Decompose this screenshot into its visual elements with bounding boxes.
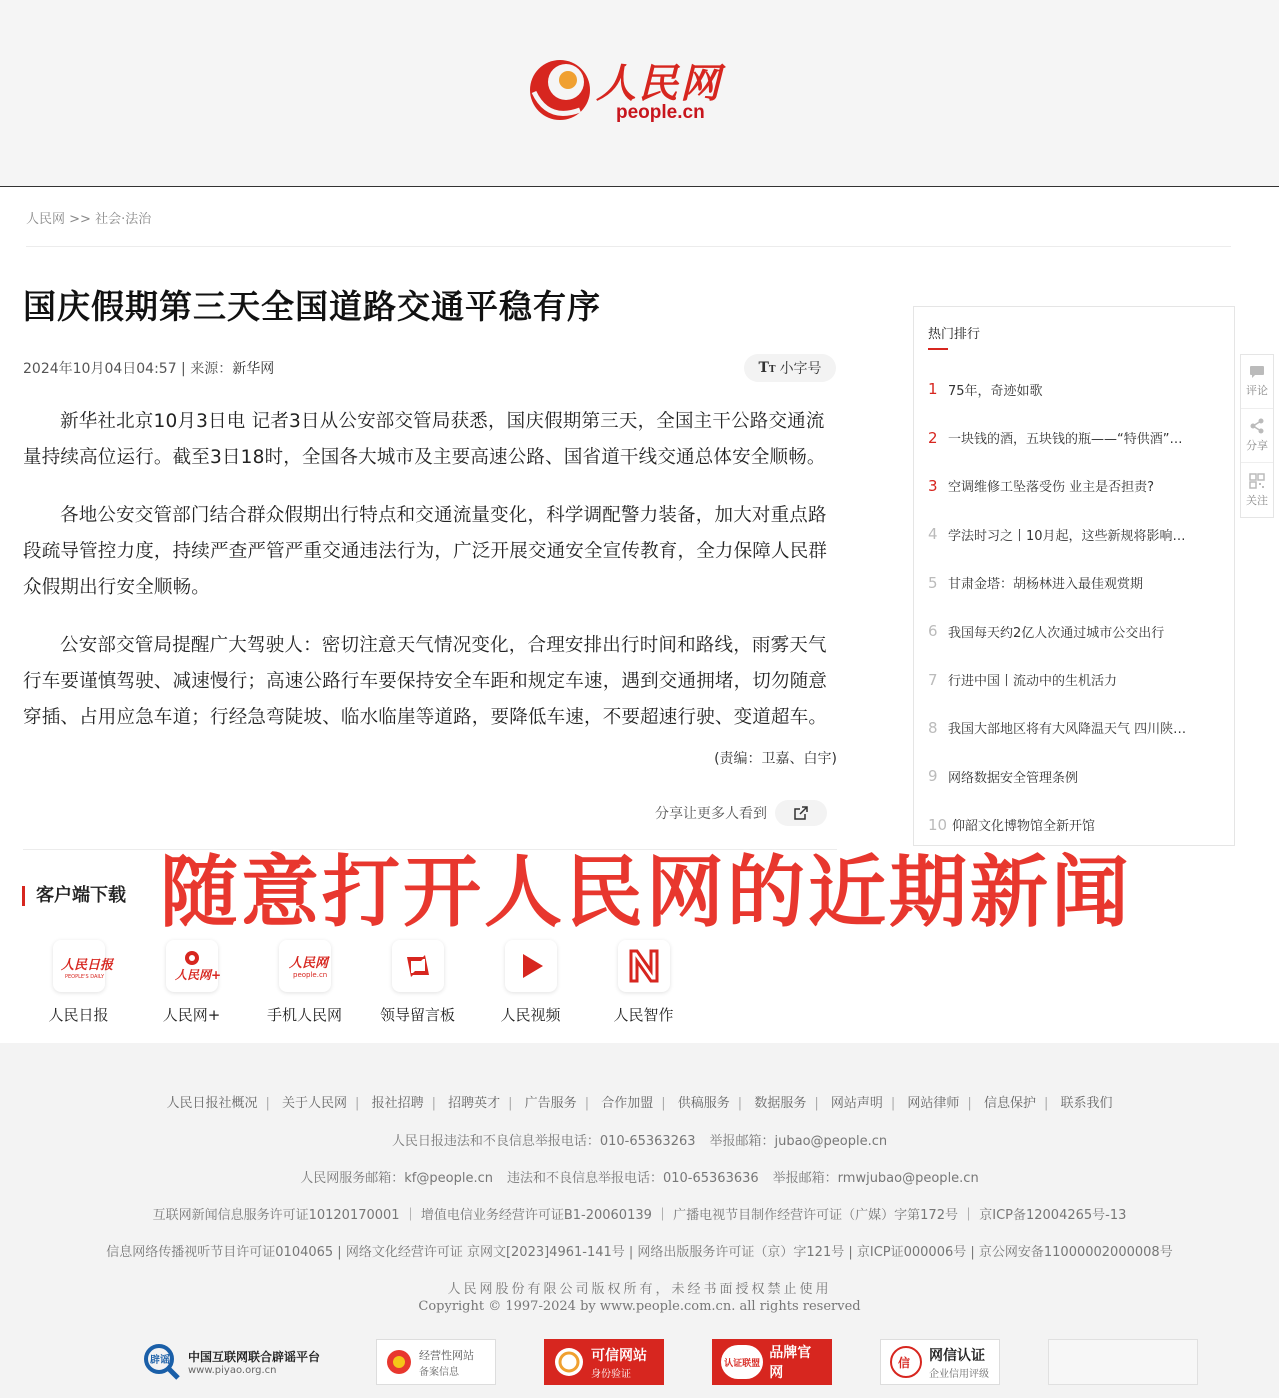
hot-item-text: 网络数据安全管理条例	[948, 770, 1079, 786]
article-date: 2024年10月04日04:57	[23, 361, 177, 377]
footer-report-email[interactable]: 举报邮箱：jubao@people.cn	[709, 1134, 888, 1149]
article-source-label: | 来源：	[176, 361, 233, 377]
hot-item-text: 学法时习之丨10月起，这些新规将影响…	[948, 528, 1186, 544]
app-mobile-people[interactable]	[248, 940, 361, 1025]
people-zhizuo-icon	[618, 940, 670, 992]
footer-link[interactable]: 招聘英才	[448, 1096, 501, 1111]
people-video-icon	[505, 940, 557, 992]
share-text: 分享让更多人看到	[655, 806, 767, 822]
follow-tool-label: 关注	[1246, 493, 1268, 507]
footer-link[interactable]: 合作加盟	[601, 1096, 654, 1111]
hot-item[interactable]	[928, 704, 1228, 752]
police-emblem-icon	[385, 1348, 413, 1376]
hot-item-text: 我国每天约2亿人次通过城市公交出行	[948, 625, 1165, 641]
article-title: 国庆假期第三天全国道路交通平稳有序	[23, 287, 601, 326]
people-daily-icon	[53, 940, 113, 992]
hot-item[interactable]	[928, 510, 1228, 558]
footer-link[interactable]: 联系我们	[1060, 1096, 1113, 1111]
comment-tool-button[interactable]	[1241, 355, 1273, 409]
footer-report-phone: 人民日报违法和不良信息举报电话：010-65363263	[391, 1134, 696, 1149]
share-tool-button[interactable]	[1241, 409, 1273, 463]
share-out-icon	[793, 805, 809, 821]
article-paragraph-2: 各地公安交管部门结合群众假期出行特点和交通流量变化，科学调配警力装备，加大对重点路段疏导管控力度，持续严查严管严重交通违法行为，广泛开展交通安全宣传教育，全力保障人民群众假期出行安全顺畅。	[23, 505, 828, 598]
kexin-title: 可信网站	[591, 1347, 648, 1364]
share-tool-label: 分享	[1246, 439, 1268, 452]
share-button[interactable]	[775, 800, 827, 826]
font-size-label: 小字号	[779, 361, 822, 377]
app-label: 领导留言板	[379, 1006, 455, 1024]
hot-item-text: 甘肃金塔：胡杨林进入最佳观赏期	[948, 577, 1144, 593]
hot-rank-number: 8	[928, 718, 938, 737]
message-board-icon	[392, 940, 444, 992]
footer-links: 人民日报社概况 | 关于人民网 | 报社招聘 | 招聘英才 | 广告服务 | 合作加盟 | 供稿服务 | 数据服务 | 网站声明 | 网站律师 | 信息保护 | 联系我们	[166, 1096, 1113, 1111]
hot-item[interactable]	[928, 462, 1228, 510]
footer-link[interactable]: 报社招聘	[371, 1096, 424, 1111]
piyao-sub: www.piyao.org.cn	[188, 1365, 277, 1376]
hot-rank-number: 4	[928, 525, 938, 544]
hot-rank-number: 5	[928, 573, 938, 592]
font-size-icon: TT	[758, 360, 776, 376]
hot-rank-number: 3	[928, 476, 938, 495]
footer-copyright-cn: 人民网股份有限公司版权所有，未经书面授权禁止使用	[447, 1282, 832, 1297]
app-people-video[interactable]	[474, 940, 587, 1025]
svg-text:信: 信	[898, 1356, 911, 1370]
hot-item[interactable]	[928, 365, 1228, 413]
app-people-zhizuo[interactable]	[587, 940, 700, 1025]
article-editor: (责编：卫嘉、白宇)	[714, 751, 837, 767]
svg-text:people.cn: people.cn	[292, 971, 327, 979]
wangxin-sub: 企业信用评级	[929, 1368, 990, 1380]
hot-item-text: 仰韶文化博物馆全新开馆	[952, 819, 1096, 835]
footer-license-line-2: 信息网络传播视听节目许可证0104065 | 网络文化经营许可证 京网文[2023]4961-141号 | 网络出版服务许可证（京）字121号 | 京ICP证000006号 | 京公网安备11000002000008号	[106, 1245, 1173, 1260]
overlay-caption: 随意打开人民网的近期新闻	[160, 848, 1133, 938]
footer-link[interactable]: 网站声明	[830, 1096, 883, 1111]
follow-tool-button[interactable]	[1241, 463, 1273, 517]
comment-icon	[1249, 365, 1265, 379]
footer-link[interactable]: 信息保护	[983, 1096, 1036, 1111]
hot-item-text: 行进中国丨流动中的生机活力	[948, 674, 1118, 690]
svg-text:人民网: 人民网	[288, 956, 328, 971]
footer-link[interactable]: 数据服务	[754, 1096, 807, 1111]
wangxin-title: 网信认证	[929, 1347, 986, 1364]
hot-item-text: 75年，奇迹如歌	[948, 383, 1043, 399]
mobile-people-icon	[279, 940, 331, 992]
people-logo-icon	[528, 52, 596, 124]
article-paragraph-3: 公安部交管局提醒广大驾驶人：密切注意天气情况变化，合理安排出行时间和路线，雨雾天气行车要谨慎驾驶、减速慢行；高速公路行车要保持安全车距和规定车速，遇到交通拥堵，切勿随意穿插、占用应急车道；行经急弯陡坡、临水临崖等道路，要降低车速，不要超速行驶、变道超车。	[23, 635, 828, 728]
share-icon	[1249, 418, 1265, 434]
svg-text:人民日报: 人民日报	[60, 958, 113, 973]
font-size-toggle-button[interactable]	[744, 354, 836, 382]
svg-text:辟谣: 辟谣	[150, 1355, 170, 1366]
share-row	[655, 800, 827, 826]
hot-ranking-title: 热门排行	[928, 327, 981, 342]
comment-tool-label: 评论	[1246, 384, 1268, 397]
app-label: 手机人民网	[266, 1006, 342, 1024]
hot-rank-number: 6	[928, 622, 938, 641]
wangxin-seal-icon	[889, 1345, 923, 1379]
hot-item-text: 我国大部地区将有大风降温天气 四川陕…	[948, 722, 1187, 738]
hot-item[interactable]	[928, 801, 1228, 849]
brand-sub: 认证联盟	[721, 1345, 763, 1379]
footer-link[interactable]: 供稿服务	[677, 1096, 730, 1111]
kexin-badge[interactable]	[544, 1339, 664, 1385]
side-toolbar	[1240, 354, 1274, 518]
people-logo[interactable]	[528, 50, 738, 130]
app-people-daily[interactable]	[22, 940, 135, 1025]
kexin-icon	[553, 1346, 585, 1378]
hot-rank-number: 10	[928, 815, 948, 834]
brand-badge[interactable]	[712, 1339, 832, 1385]
breadcrumb-sep: >>	[65, 212, 96, 227]
breadcrumb-home[interactable]: 人民网	[26, 212, 66, 227]
logo-domain: people.cn	[616, 102, 705, 123]
breadcrumb-divider	[26, 246, 1231, 247]
qr-code-icon	[1249, 473, 1265, 489]
piyao-magnifier-icon	[142, 1342, 182, 1382]
footer-copyright-en: Copyright © 1997-2024 by www.people.com.cn. all rights reserved	[418, 1299, 861, 1314]
footer-report-phone-2: 违法和不良信息举报电话：010-65363636	[506, 1171, 759, 1186]
icp-title: 经营性网站	[419, 1348, 475, 1362]
hot-ranking-panel	[913, 306, 1235, 846]
svg-text:人民网+: 人民网+	[174, 968, 221, 982]
logo-text: 人民网	[596, 60, 722, 107]
footer-report-email-2[interactable]: 举报邮箱：rmwjubao@people.cn	[772, 1171, 979, 1186]
app-label: 人民视频	[500, 1006, 561, 1024]
hot-title-underline	[928, 348, 948, 350]
kexin-sub: 身份验证	[591, 1368, 632, 1380]
hot-ranking-list	[928, 365, 1228, 849]
hot-item[interactable]	[928, 607, 1228, 655]
blank-badge	[1048, 1339, 1198, 1385]
footer-license-line-1: 互联网新闻信息服务许可证10120170001 ｜ 增值电信业务经营许可证B1-20060139 ｜ 广播电视节目制作经营许可证（广媒）字第172号 ｜ 京ICP备12004265号-13	[152, 1208, 1127, 1223]
footer-report-line-1	[0, 1130, 1279, 1149]
app-people-plus[interactable]	[135, 940, 248, 1025]
hot-item-text: 空调维修工坠落受伤 业主是否担责?	[948, 480, 1155, 496]
site-header	[0, 0, 1279, 187]
icp-sub: 备案信息	[419, 1366, 460, 1378]
app-message-board[interactable]	[361, 940, 474, 1025]
app-list	[22, 940, 700, 1025]
hot-rank-number: 1	[928, 380, 938, 399]
app-label: 人民日报	[48, 1006, 109, 1024]
footer-link[interactable]: 广告服务	[524, 1096, 577, 1111]
hot-item[interactable]	[928, 752, 1228, 800]
brand-title: 品牌官网	[769, 1345, 812, 1381]
footer-link[interactable]: 关于人民网	[282, 1096, 348, 1111]
hot-rank-number: 9	[928, 767, 938, 786]
download-section-title: 客户端下载	[22, 886, 126, 906]
piyao-badge[interactable]	[134, 1339, 328, 1385]
app-label: 人民智作	[613, 1006, 674, 1024]
article-meta	[23, 358, 274, 378]
app-label: 人民网+	[162, 1006, 221, 1024]
hot-item[interactable]	[928, 559, 1228, 607]
piyao-title: 中国互联网联合辟谣平台	[188, 1350, 321, 1364]
footer-link[interactable]: 人民日报社概况	[166, 1096, 258, 1111]
hot-item[interactable]	[928, 655, 1228, 703]
breadcrumb	[26, 208, 151, 227]
icp-badge[interactable]	[376, 1339, 496, 1385]
wangxin-badge[interactable]	[880, 1339, 1000, 1385]
people-plus-icon	[166, 940, 221, 992]
hot-item[interactable]	[928, 413, 1228, 461]
footer-badges	[134, 1339, 1198, 1385]
hot-rank-number: 7	[928, 670, 938, 689]
article-paragraph-1: 新华社北京10月3日电 记者3日从公安部交管局获悉，国庆假期第三天，全国主干公路交通流量持续高位运行。截至3日18时，全国各大城市及主要高速公路、国省道干线交通总体安全顺畅。	[23, 411, 826, 468]
svg-text:PEOPLE'S DAILY: PEOPLE'S DAILY	[64, 974, 104, 980]
article-source[interactable]: 新华网	[232, 361, 275, 377]
breadcrumb-section[interactable]: 社会·法治	[95, 212, 152, 227]
footer-service-email[interactable]: 人民网服务邮箱：kf@people.cn	[300, 1171, 493, 1186]
hot-item-text: 一块钱的酒，五块钱的瓶——“特供酒”…	[948, 432, 1183, 448]
footer-report-line-2	[0, 1167, 1279, 1186]
footer-link[interactable]: 网站律师	[907, 1096, 960, 1111]
hot-rank-number: 2	[928, 428, 938, 447]
